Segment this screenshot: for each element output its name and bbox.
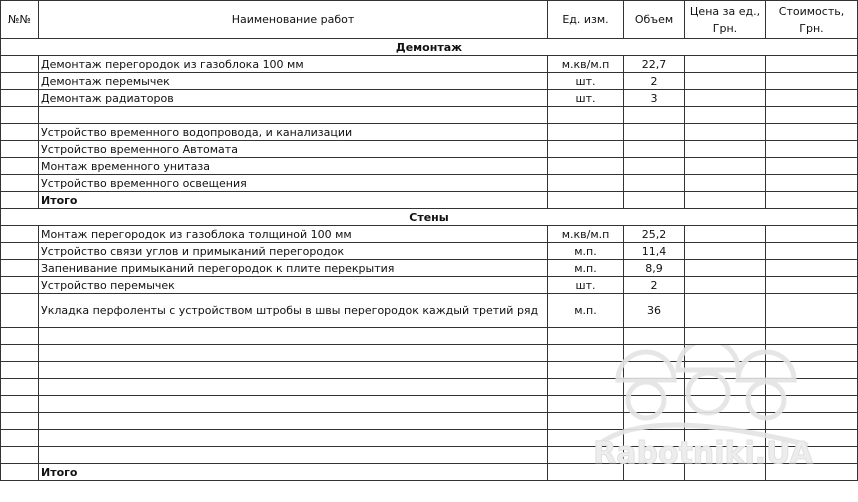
- work-unit: [548, 158, 624, 175]
- work-volume: [624, 175, 685, 192]
- empty-row: [1, 362, 858, 379]
- table-row: [1, 226, 858, 243]
- work-name: Монтаж перегородок из газоблока толщиной 100 мм: [39, 226, 548, 243]
- work-name: Устройство перемычек: [39, 277, 548, 294]
- empty-row: [1, 447, 858, 464]
- header-row: [1, 1, 858, 39]
- section-title-row: [1, 209, 858, 226]
- table-row: [1, 141, 858, 158]
- work-name: Демонтаж перемычек: [39, 73, 548, 90]
- table-row: [1, 73, 858, 90]
- work-unit: [548, 124, 624, 141]
- header-name: Наименование работ: [39, 1, 548, 39]
- work-unit: м.п.: [548, 294, 624, 328]
- section-title: Стены: [1, 209, 858, 226]
- work-unit: м.кв/м.п: [548, 56, 624, 73]
- empty-row: [1, 413, 858, 430]
- table-row: [1, 260, 858, 277]
- work-name: Устройство связи углов и примыканий перегородок: [39, 243, 548, 260]
- work-volume: 3: [624, 90, 685, 107]
- work-volume: [624, 107, 685, 124]
- table-row: [1, 175, 858, 192]
- empty-row: [1, 328, 858, 345]
- work-volume: [624, 141, 685, 158]
- header-price: Цена за ед., Грн.: [685, 1, 766, 39]
- work-unit: м.п.: [548, 243, 624, 260]
- header-cost: Стоимость, Грн.: [766, 1, 858, 39]
- work-volume: 8,9: [624, 260, 685, 277]
- table-row: [1, 277, 858, 294]
- table-row: [1, 124, 858, 141]
- table-row: [1, 90, 858, 107]
- total-label: Итого: [39, 192, 548, 209]
- work-unit: [548, 107, 624, 124]
- work-name: Устройство временного Автомата: [39, 141, 548, 158]
- table-row: [1, 107, 858, 124]
- total-label: Итого: [39, 464, 548, 481]
- empty-row: [1, 430, 858, 447]
- section-title: Демонтаж: [1, 39, 858, 56]
- total-row: [1, 464, 858, 481]
- work-unit: шт.: [548, 73, 624, 90]
- work-name: Демонтаж перегородок из газоблока 100 мм: [39, 56, 548, 73]
- work-volume: [624, 124, 685, 141]
- empty-row: [1, 345, 858, 362]
- work-name: Монтаж временного унитаза: [39, 158, 548, 175]
- work-volume: 2: [624, 277, 685, 294]
- header-volume: Объем: [624, 1, 685, 39]
- work-volume: 22,7: [624, 56, 685, 73]
- header-unit: Ед. изм.: [548, 1, 624, 39]
- empty-row: [1, 379, 858, 396]
- work-unit: шт.: [548, 90, 624, 107]
- table-row: [1, 56, 858, 73]
- section-title-row: [1, 39, 858, 56]
- work-unit: шт.: [548, 277, 624, 294]
- work-name: [39, 107, 548, 124]
- watermark-text: Rabotniki.UA: [593, 436, 813, 471]
- work-name: Устройство временного водопровода, и канализации: [39, 124, 548, 141]
- work-volume: 36: [624, 294, 685, 328]
- work-name: Демонтаж радиаторов: [39, 90, 548, 107]
- work-volume: 2: [624, 73, 685, 90]
- work-name: Устройство временного освещения: [39, 175, 548, 192]
- work-volume: 11,4: [624, 243, 685, 260]
- work-unit: [548, 175, 624, 192]
- work-unit: м.кв/м.п: [548, 226, 624, 243]
- table-row: [1, 158, 858, 175]
- work-unit: м.п.: [548, 260, 624, 277]
- header-num: №№: [1, 1, 39, 39]
- work-volume: 25,2: [624, 226, 685, 243]
- table-row: [1, 243, 858, 260]
- work-name: Укладка перфоленты с устройством штробы в швы перегородок каждый третий ряд: [39, 294, 548, 328]
- table-row: [1, 294, 858, 328]
- work-unit: [548, 141, 624, 158]
- total-row: [1, 192, 858, 209]
- empty-row: [1, 396, 858, 413]
- work-name: Запенивание примыканий перегородок к плите перекрытия: [39, 260, 548, 277]
- work-volume: [624, 158, 685, 175]
